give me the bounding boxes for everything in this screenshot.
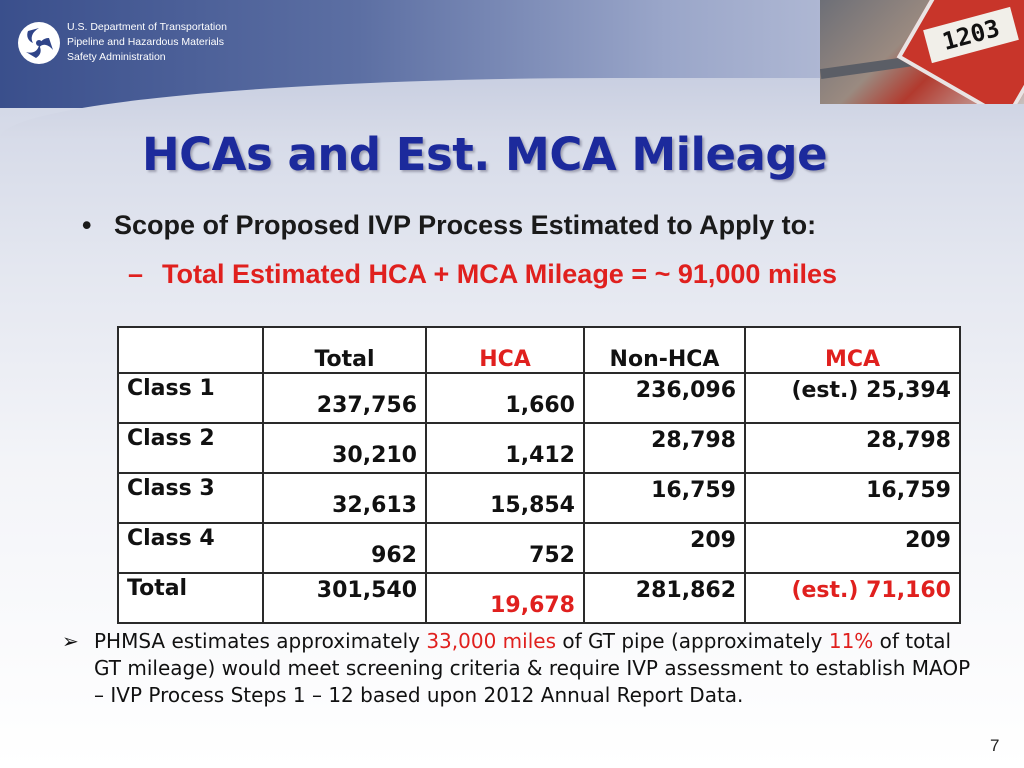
cell-nonhca: 281,862	[584, 573, 745, 623]
cell-hca: 1,660	[426, 373, 584, 423]
cell-total: 962	[263, 523, 426, 573]
slide-title: HCAs and Est. MCA Mileage	[142, 128, 828, 181]
dash-icon: –	[128, 259, 144, 289]
table-row-total	[118, 573, 960, 623]
header-cell-total: Total	[263, 327, 426, 373]
sub-bullet-total-text: Total Estimated HCA + MCA Mileage = ~ 91,000 miles	[162, 259, 837, 289]
header-cell-nonhca: Non-HCA	[584, 327, 745, 373]
agency-line-3: Safety Administration	[67, 51, 166, 63]
table-row	[118, 373, 960, 423]
placard-number: 1203	[923, 7, 1019, 63]
cell-mca: 209	[745, 523, 960, 573]
mileage-table	[117, 326, 961, 624]
cell-total: 301,540	[263, 573, 426, 623]
cell-hca: 19,678	[426, 573, 584, 623]
agency-line-2: Pipeline and Hazardous Materials	[67, 36, 225, 48]
row-label: Total	[118, 573, 263, 623]
cell-nonhca: 16,759	[584, 473, 745, 523]
cell-nonhca: 209	[584, 523, 745, 573]
cell-hca: 15,854	[426, 473, 584, 523]
table-row	[118, 423, 960, 473]
bullet-scope	[82, 210, 816, 241]
row-label: Class 2	[118, 423, 263, 473]
header-cell-empty	[118, 327, 263, 373]
row-label: Class 1	[118, 373, 263, 423]
page-number: 7	[990, 736, 1000, 755]
note-highlight-percent: 11%	[828, 629, 874, 653]
table-row	[118, 473, 960, 523]
cell-nonhca: 236,096	[584, 373, 745, 423]
bullet-scope-text: Scope of Proposed IVP Process Estimated to Apply to:	[114, 210, 817, 240]
cell-total: 237,756	[263, 373, 426, 423]
note-text	[94, 628, 982, 709]
cell-mca: 16,759	[745, 473, 960, 523]
row-label: Class 4	[118, 523, 263, 573]
header-photo	[820, 0, 1024, 104]
cell-hca: 752	[426, 523, 584, 573]
phmsa-note	[62, 628, 982, 709]
table-header-row	[118, 327, 960, 373]
cell-mca: (est.) 71,160	[745, 573, 960, 623]
note-part-3: of total GT mileage) would meet screening criteria & require IVP assessment to establish MAOP – IVP Process Steps 1 – 12 based upon 2012 Annual Report Data.	[94, 629, 971, 707]
cell-nonhca: 28,798	[584, 423, 745, 473]
cell-mca: (est.) 25,394	[745, 373, 960, 423]
agency-line-1: U.S. Department of Transportation	[67, 21, 227, 33]
note-part-2: of GT pipe (approximately	[556, 629, 829, 653]
table-row	[118, 523, 960, 573]
row-label: Class 3	[118, 473, 263, 523]
cell-hca: 1,412	[426, 423, 584, 473]
arrow-bullet-icon: ➢	[62, 629, 79, 653]
bullet-icon: •	[82, 210, 92, 240]
header-cell-hca: HCA	[426, 327, 584, 373]
cell-total: 30,210	[263, 423, 426, 473]
sub-bullet-total	[128, 259, 837, 290]
agency-name	[67, 20, 227, 65]
header-cell-mca: MCA	[745, 327, 960, 373]
dot-logo-icon	[18, 22, 60, 64]
note-part-1: PHMSA estimates approximately	[94, 629, 427, 653]
cell-mca: 28,798	[745, 423, 960, 473]
cell-total: 32,613	[263, 473, 426, 523]
note-highlight-miles: 33,000 miles	[426, 629, 556, 653]
